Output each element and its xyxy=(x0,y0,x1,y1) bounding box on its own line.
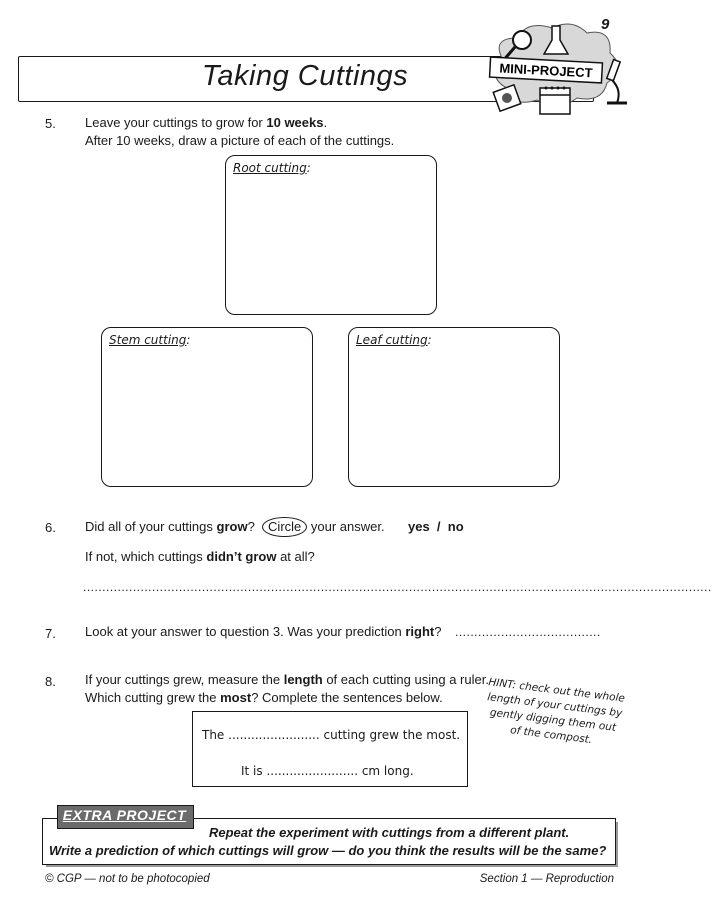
sentence-box xyxy=(192,711,468,787)
q6-line2-post: at all? xyxy=(276,549,315,564)
q8-number: 8. xyxy=(45,674,56,689)
footer-copyright: © CGP — not to be photocopied xyxy=(45,873,210,885)
stem-colon: : xyxy=(186,333,191,347)
root-colon: : xyxy=(306,161,311,175)
q7-pre: Look at your answer to question 3. Was your prediction xyxy=(85,624,406,639)
extra-line1: Repeat the experiment with cuttings from a different plant. xyxy=(209,825,570,840)
q8-line1-bold: length xyxy=(283,672,323,687)
q7-post: ? xyxy=(434,624,442,639)
q8-line2-bold: most xyxy=(220,690,252,705)
q6-question-mark: ? xyxy=(247,519,255,534)
q6-line2-bold: didn’t grow xyxy=(206,549,277,564)
q6-line2-pre: If not, which cuttings xyxy=(85,549,207,564)
sentence-most-grown[interactable]: The ........................ cutting grew the most. xyxy=(202,728,461,742)
leaf-cutting-label: Leaf cutting xyxy=(356,333,428,347)
sentence-length[interactable]: It is ........................ cm long. xyxy=(241,764,414,778)
q6-number: 6. xyxy=(45,520,56,535)
mini-project-badge xyxy=(482,18,632,126)
page-title: Taking Cuttings xyxy=(201,60,409,92)
q6-line2 xyxy=(85,548,315,566)
circle-word: Circle xyxy=(262,517,307,537)
q5-line1-bold: 10 weeks xyxy=(266,115,324,130)
q7-bold: right xyxy=(405,624,435,639)
extra-line2: Write a prediction of which cuttings will grow — do you think the results will be the same? xyxy=(49,843,607,858)
q6-post: your answer. xyxy=(307,519,385,534)
root-cutting-box[interactable] xyxy=(225,155,437,315)
q5-line1-pre: Leave your cuttings to grow for xyxy=(85,115,267,130)
q6-bold: grow xyxy=(216,519,248,534)
yes-no-options[interactable]: yes / no xyxy=(408,519,464,534)
q7-number: 7. xyxy=(45,626,56,641)
q8-text xyxy=(85,671,489,707)
hint-note: HINT: check out the whole length of your cuttings by gently digging them out of the compost. xyxy=(486,676,626,747)
q5-text xyxy=(85,114,394,150)
leaf-cutting-box[interactable] xyxy=(348,327,560,487)
q8-line1-post: of each cutting using a ruler. xyxy=(322,672,489,687)
page-number: 9 xyxy=(601,16,610,33)
q5-number: 5. xyxy=(45,116,56,131)
stem-cutting-box[interactable] xyxy=(101,327,313,487)
q8-line1-pre: If your cuttings grew, measure the xyxy=(85,672,284,687)
badge-label: MINI-PROJECT xyxy=(499,60,593,81)
q8-line2-pre: Which cutting grew the xyxy=(85,690,221,705)
q6-line1 xyxy=(85,517,385,537)
q7-answer-line[interactable]: ...................................... xyxy=(455,625,601,639)
q6-pre: Did all of your cuttings xyxy=(85,519,217,534)
q6-answer-line[interactable]: .................................................................................................................................................................... xyxy=(83,580,712,594)
extra-project-label: EXTRA PROJECT xyxy=(62,807,187,823)
q5-line1-post: . xyxy=(323,115,328,130)
q8-line2-post: ? Complete the sentences below. xyxy=(251,690,443,705)
root-cutting-label: Root cutting xyxy=(233,161,307,175)
leaf-colon: : xyxy=(427,333,432,347)
stem-cutting-label: Stem cutting xyxy=(109,333,187,347)
q5-line2: After 10 weeks, draw a picture of each of the cuttings. xyxy=(85,133,395,148)
q7-text xyxy=(85,623,441,641)
footer-section: Section 1 — Reproduction xyxy=(479,873,614,885)
calendar-icon xyxy=(540,87,570,115)
